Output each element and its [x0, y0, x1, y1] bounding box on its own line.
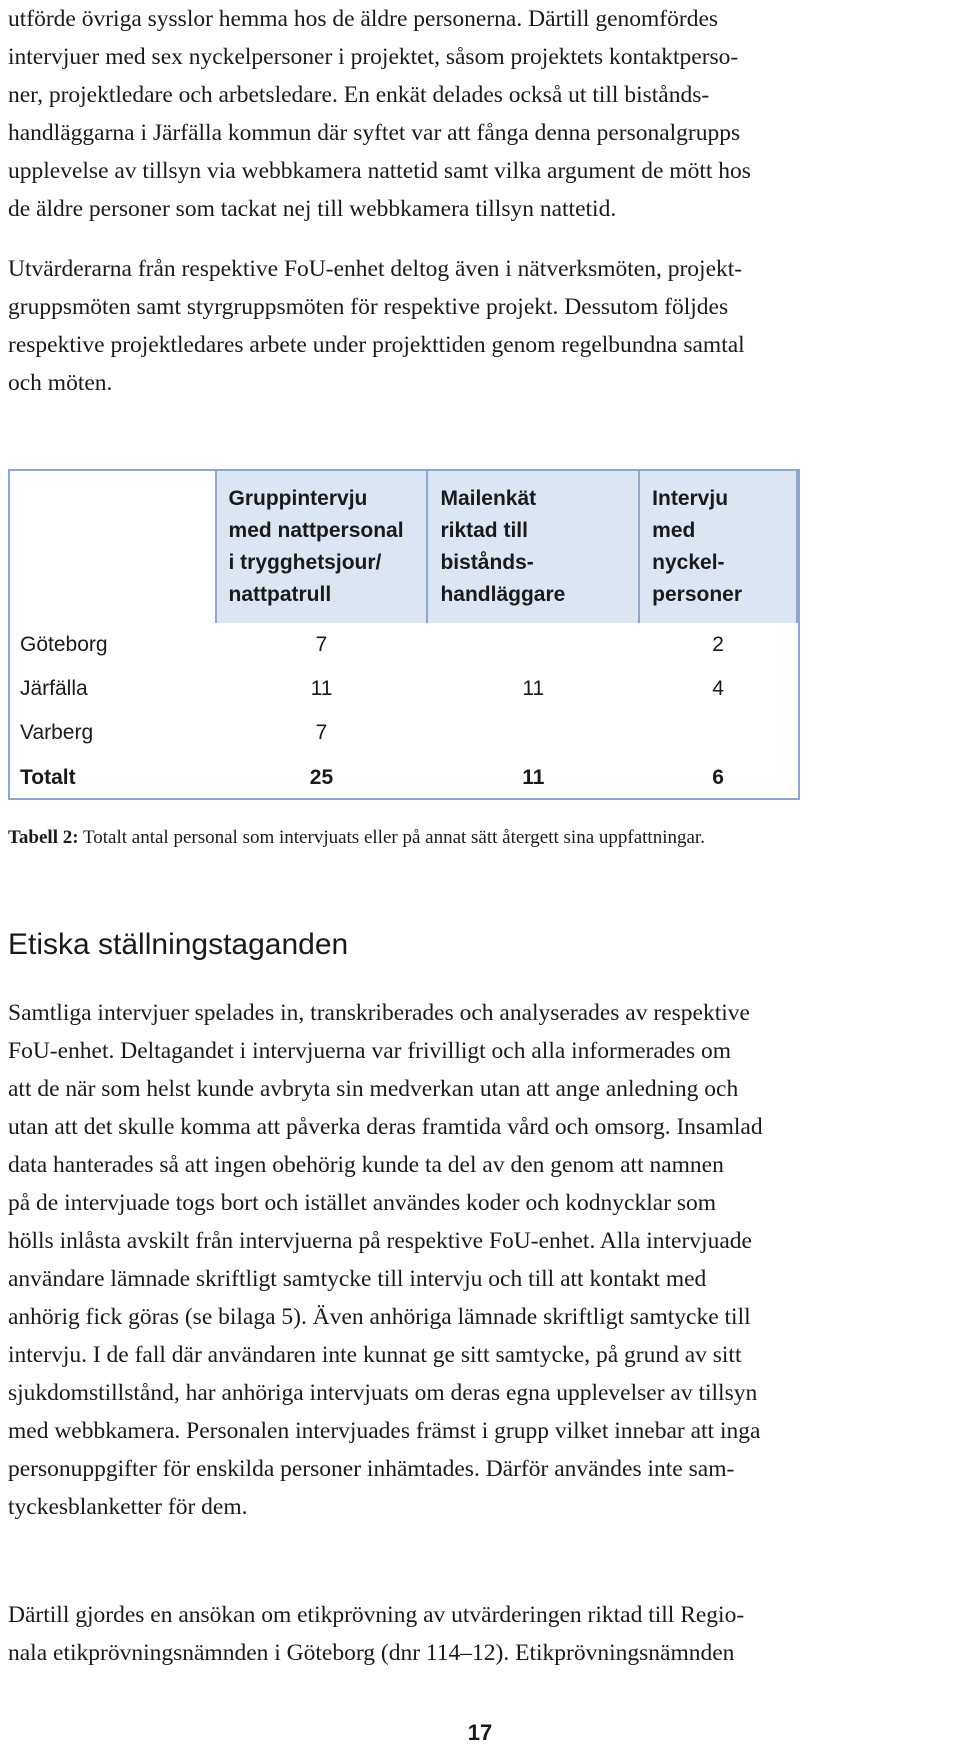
total-group: 25 [309, 765, 334, 789]
text-line: handläggarna i Järfälla kommun där syftet var att fånga denna personalgrupps [8, 120, 741, 146]
header-line: handläggare [440, 583, 566, 606]
cell-key: 2 [712, 633, 724, 656]
text-line: intervju. I de fall där användaren inte kunnat ge sitt samtycke, på grund av sitt [8, 1342, 742, 1368]
text-line: Samtliga intervjuer spelades in, transkriberades och analyserades av respektive [8, 1000, 750, 1026]
table-row [8, 623, 797, 667]
cell-key [639, 711, 797, 755]
text-line: att de när som helst kunde avbryta sin medverkan utan att ange anledning och [8, 1076, 739, 1102]
cell-mail: 11 [522, 677, 545, 700]
header-line: riktad till [440, 519, 528, 542]
text-line: hölls inlåsta avskilt från intervjuerna på respektive FoU-enhet. Alla intervjuade [8, 1228, 752, 1254]
row-label: Varberg [20, 721, 94, 744]
header-mail-survey [427, 469, 639, 623]
header-group-interview [216, 469, 428, 623]
caption-prefix: Tabell 2: [8, 827, 79, 848]
cell-group: 11 [310, 677, 333, 700]
section-heading: Etiska ställningstaganden [8, 928, 349, 961]
ethics-paragraph-2 [8, 1596, 952, 1672]
cell-key: 4 [712, 677, 724, 700]
header-line: Intervju [652, 487, 729, 510]
text-line: utförde övriga sysslor hemma hos de äldre personerna. Därtill genomfördes [8, 6, 719, 32]
row-label: Järfälla [20, 677, 88, 700]
cell-mail [427, 711, 639, 755]
intro-paragraph [8, 0, 952, 228]
text-line: respektive projektledares arbete under projekttiden genom regelbundna samtal [8, 332, 745, 358]
table-row [8, 667, 797, 711]
table-total-row [8, 755, 797, 800]
cell-group: 7 [315, 721, 328, 744]
empty-header-cell [8, 469, 216, 623]
header-line: Mailenkät [440, 487, 537, 510]
text-line: ner, projektledare och arbetsledare. En enkät delades också ut till bistånds- [8, 82, 710, 108]
total-key: 6 [712, 765, 724, 789]
header-line: nyckel- [652, 551, 725, 574]
text-line: med webbkamera. Personalen intervjuades främst i grupp vilket innebar att inga [8, 1418, 761, 1444]
text-line: data hanterades så att ingen obehörig kunde ta del av den genom att namnen [8, 1152, 724, 1178]
caption-text: Totalt antal personal som intervjuats eller på annat sätt återgett sina uppfattningar. [78, 827, 705, 848]
text-line: de äldre personer som tackat nej till webbkamera tillsyn nattetid. [8, 196, 617, 222]
interview-count-table [8, 469, 798, 800]
header-line: i trygghetsjour/ [228, 551, 382, 574]
table-caption [8, 827, 705, 849]
ethics-paragraph [8, 994, 952, 1526]
text-line: användare lämnade skriftligt samtycke till intervju och till att kontakt med [8, 1266, 707, 1292]
text-line: nala etikprövningsnämnden i Göteborg (dnr 114–12). Etikprövningsnämnden [8, 1640, 735, 1666]
page-number: 17 [467, 1720, 493, 1745]
text-line: på de intervjuade togs bort och istället användes koder och kodnycklar som [8, 1190, 717, 1216]
header-line: med nattpersonal [228, 519, 404, 542]
text-line: upplevelse av tillsyn via webbkamera nattetid samt vilka argument de mött hos [8, 158, 751, 184]
text-line: och möten. [8, 370, 113, 396]
text-line: personuppgifter för enskilda personer inhämtades. Därför användes inte sam- [8, 1456, 735, 1482]
row-label: Göteborg [20, 633, 108, 656]
text-line: anhörig fick göras (se bilaga 5). Även anhöriga lämnade skriftligt samtycke till [8, 1304, 751, 1330]
text-line: intervjuer med sex nyckelpersoner i projektet, såsom projektets kontaktperso- [8, 44, 739, 70]
header-line: bistånds- [440, 551, 534, 574]
header-key-person-interview [639, 469, 797, 623]
text-line: gruppsmöten samt styrgruppsmöten för respektive projekt. Dessutom följdes [8, 294, 729, 320]
table-header-row [8, 469, 797, 623]
text-line: sjukdomstillstånd, har anhöriga intervjuats om deras egna upplevelser av tillsyn [8, 1380, 758, 1406]
cell-mail [427, 623, 639, 667]
total-mail: 11 [522, 765, 545, 789]
header-line: personer [652, 583, 743, 606]
header-line: Gruppintervju [228, 487, 368, 510]
text-line: Därtill gjordes en ansökan om etikprövning av utvärderingen riktad till Regio- [8, 1602, 745, 1628]
cell-group: 7 [315, 633, 328, 656]
text-line: Utvärderarna från respektive FoU-enhet deltog även i nätverksmöten, projekt- [8, 256, 743, 282]
text-line: utan att det skulle komma att påverka deras framtida vård och omsorg. Insamlad [8, 1114, 763, 1140]
header-line: nattpatrull [228, 583, 332, 606]
evaluators-paragraph [8, 250, 952, 402]
total-label: Totalt [20, 765, 76, 789]
text-line: FoU-enhet. Deltagandet i intervjuerna var frivilligt och alla informerades om [8, 1038, 732, 1064]
table-row [8, 711, 797, 755]
header-line: med [652, 519, 696, 542]
text-line: tyckesblanketter för dem. [8, 1494, 248, 1520]
